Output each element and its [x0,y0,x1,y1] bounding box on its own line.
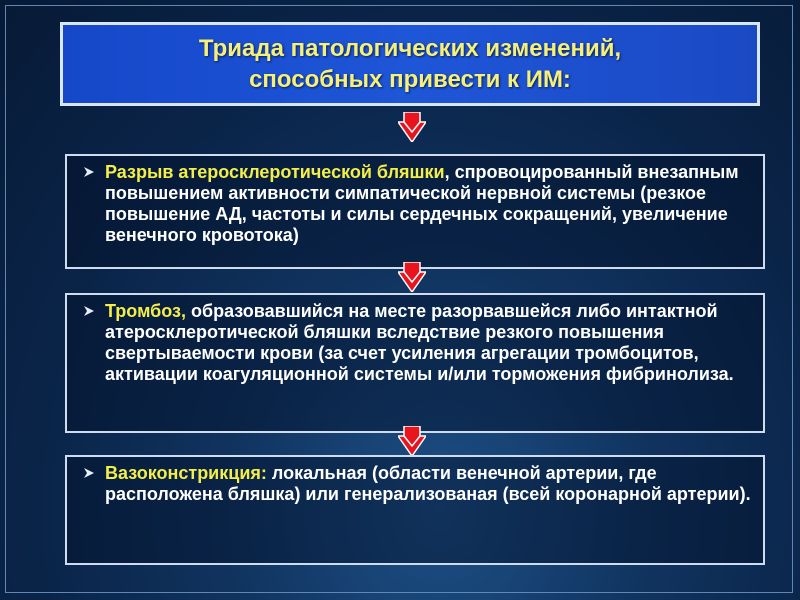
item-body: , спровоцированный внезапным повышением активности симпатической нервной системы (резкое повышение АД, частоты и силы сердечных сокращений, увеличение венечного кровотока) [105,162,739,245]
item-box-rupture [65,154,765,269]
item-body: локальная (области венечной артерии, где расположена бляшка) или генерализованая (всей коронарной артерии). [105,463,751,504]
item-text [105,162,753,246]
arrowhead-bullet-icon [83,162,105,178]
list-item [83,162,753,246]
down-arrow-icon [398,426,426,456]
arrowhead-bullet-icon [83,301,105,317]
title-line-1: Триада патологических изменений, [198,35,622,62]
item-text [105,463,753,505]
title-line-2: способных привести к ИМ: [249,66,571,93]
item-highlight: Вазоконстрикция: [105,463,267,483]
item-text [105,301,753,385]
item-highlight: Тромбоз, [105,301,186,321]
down-arrow-icon [398,112,426,142]
title-box [60,22,760,106]
list-item [83,301,753,385]
item-box-thrombosis [65,293,765,433]
item-highlight: Разрыв атеросклеротической бляшки [105,162,445,182]
arrowhead-bullet-icon [83,463,105,479]
item-box-vasoconstriction [65,455,765,565]
down-arrow-icon [398,262,426,292]
list-item [83,463,753,505]
item-body: образовавшийся на месте разорвавшейся либо интактной атеросклеротической бляшки вследствие резкого повышения свертываемости крови (за счет усиления агрегации тромбоцитов, активации коагуляционной системы и/или торможения фибринолиза. [105,301,734,384]
